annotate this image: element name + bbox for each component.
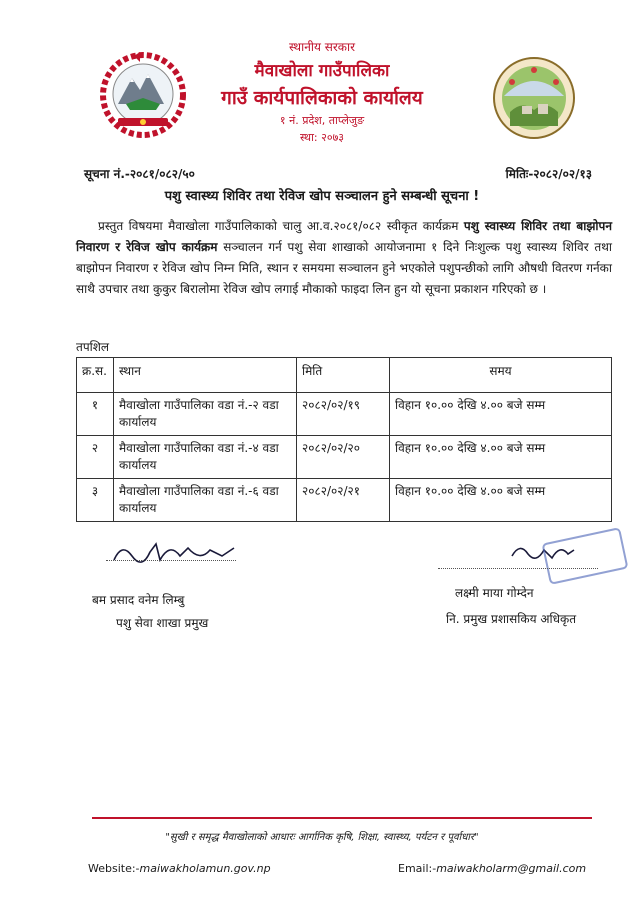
notice-subject: पशु स्वास्थ्य शिविर तथा रेविज खोप सञ्चालन हुने सम्बन्धी सूचना !: [164, 189, 480, 204]
left-signatory-name: बम प्रसाद वनेम लिम्बु: [92, 593, 185, 607]
notice-body: [76, 216, 612, 300]
header-location: स्थान: [114, 358, 297, 393]
header-municipality-name: मैवाखोला गाउँपालिका: [254, 61, 390, 81]
cell-date: २०८२/०२/१९: [297, 393, 390, 436]
body-text-part2: सञ्चालन गर्न पशु सेवा शाखाको आयोजनामा १ दिने निःशुल्क पशु स्वास्थ्य शिविर तथा बाझोपन निवारण र रेविज खोप निम्न मिति, स्थान र समयमा सञ्चालन हुने भएकोले पशुपन्छीको लागि औषधी वितरण गर्नका साथै उपचार तथा कुकुर बिरालोमा रेविज खोप लगाई मौकाको फाइदा लिन हुन यो सूचना प्रकाशन गरिएको छ ।: [76, 240, 612, 296]
cell-time: विहान १०.०० देखि ४.०० बजे सम्म: [390, 436, 612, 479]
header-address: १ नं. प्रदेश, ताप्लेजुङ: [279, 114, 365, 127]
table-caption: तपशिल: [76, 340, 110, 354]
right-signatory-title: नि. प्रमुख प्रशासकिय अधिकृत: [446, 612, 577, 626]
header-date: मिति: [297, 358, 390, 393]
cell-serial: २: [77, 436, 114, 479]
official-stamp-icon: [540, 528, 630, 584]
right-signature-line: [438, 568, 598, 569]
table-row: [77, 393, 612, 436]
cell-date: २०८२/०२/२१: [297, 479, 390, 522]
cell-time: विहान १०.०० देखि ४.०० बजे सम्म: [390, 479, 612, 522]
municipality-logo-icon: [492, 56, 576, 140]
table-header-row: [77, 358, 612, 393]
footer-website: [88, 862, 271, 875]
header-line-local-government: स्थानीय सरकार: [289, 40, 355, 54]
cell-serial: १: [77, 393, 114, 436]
email-label: Email:-: [398, 862, 437, 875]
email-link[interactable]: maiwakholarm@gmail.com: [436, 862, 587, 875]
nepal-emblem-icon: [96, 48, 190, 142]
website-label: Website:-: [88, 862, 140, 875]
cell-time: विहान १०.०० देखि ४.०० बजे सम्म: [390, 393, 612, 436]
notice-date: मितिः-२०८२/०२/१३: [505, 167, 592, 181]
left-handwritten-signature: [110, 538, 240, 568]
table-row: [77, 479, 612, 522]
notice-reference-number: सूचना नं.-२०८१/०८२/५०: [84, 167, 195, 181]
cell-location: मैवाखोला गाउँपालिका वडा नं.-२ वडा कार्यालय: [114, 393, 297, 436]
left-signatory-title: पशु सेवा शाखा प्रमुख: [116, 616, 209, 630]
cell-location: मैवाखोला गाउँपालिका वडा नं.-६ वडा कार्यालय: [114, 479, 297, 522]
body-text-part1: प्रस्तुत विषयमा मैवाखोला गाउँपालिकाको चालु आ.व.२०८१/०८२ स्वीकृत कार्यक्रम: [98, 219, 464, 233]
schedule-table: [76, 357, 612, 522]
header-office-name: गाउँ कार्यपालिकाको कार्यालय: [221, 87, 423, 109]
footer-slogan: "सुखी र समृद्ध मैवाखोलाको आधारः आर्गानिक कृषि, शिक्षा, स्वास्थ्य, पर्यटन र पूर्वाधार": [165, 832, 479, 843]
table-row: [77, 436, 612, 479]
cell-location: मैवाखोला गाउँपालिका वडा नं.-४ वडा कार्यालय: [114, 436, 297, 479]
cell-date: २०८२/०२/२०: [297, 436, 390, 479]
body-text-bold-program: पशु स्वास्थ्य शिविर तथा बाझोपन निवारण र रेविज खोप कार्यक्रम: [76, 219, 612, 254]
header-time: समय: [390, 358, 612, 393]
website-link[interactable]: maiwakholamun.gov.np: [139, 862, 271, 875]
footer-email: [398, 862, 586, 875]
footer-divider: [92, 817, 592, 819]
right-signatory-name: लक्ष्मी माया गोम्देन: [455, 586, 534, 600]
cell-serial: ३: [77, 479, 114, 522]
header-serial: क्र.स.: [77, 358, 114, 393]
left-signature-line: [106, 560, 236, 561]
header-established: स्था: २०७३: [299, 131, 345, 144]
